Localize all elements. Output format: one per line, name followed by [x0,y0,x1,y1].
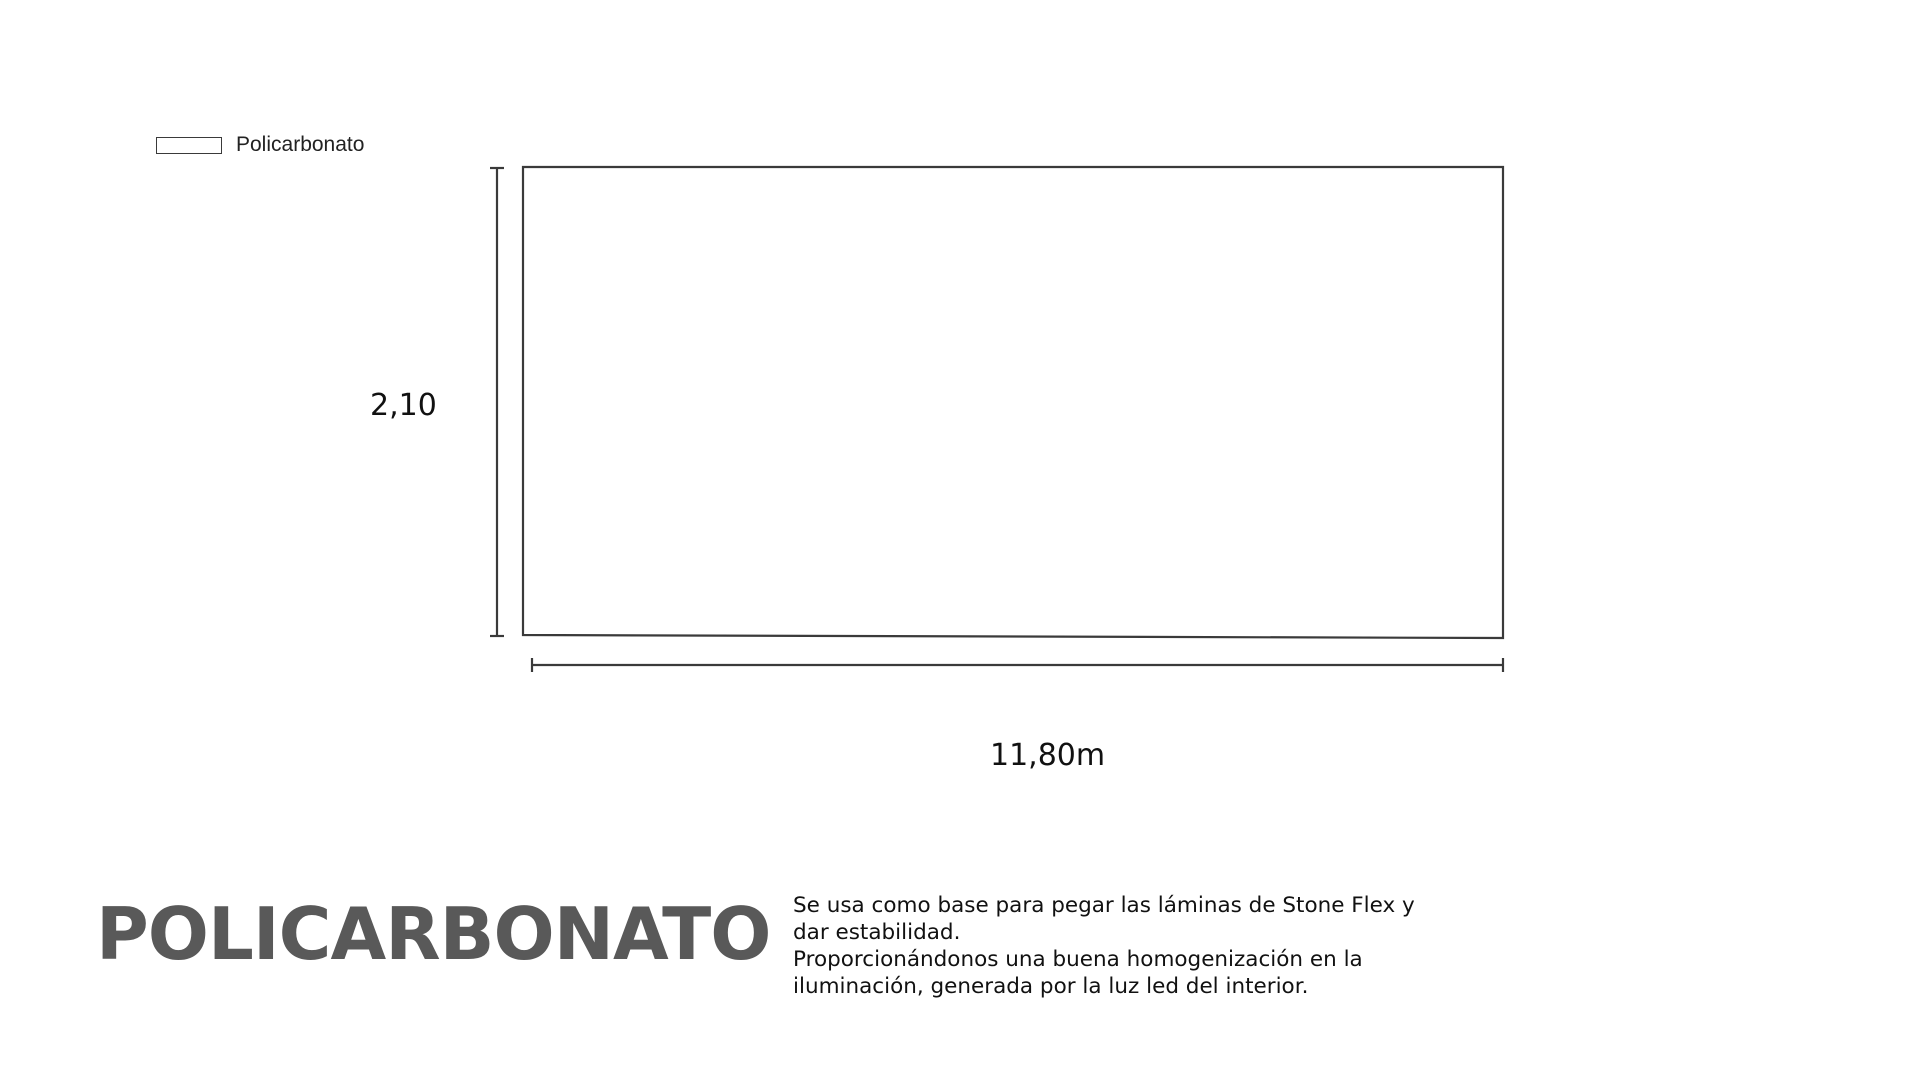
description-line-2: Proporcionándonos una buena homogenización en la iluminación, generada por la luz led del interior. [793,947,1363,999]
height-label: 2,10 [370,388,437,423]
width-label: 11,80m [990,738,1106,773]
legend-label: Policarbonato [236,133,365,156]
description [793,892,1433,1000]
description-line-1: Se usa como base para pegar las láminas de Stone Flex y dar estabilidad. [793,893,1415,945]
height-dimension-line [490,168,504,636]
page-title: POLICARBONATO [96,892,771,976]
width-dimension-line [532,658,1503,672]
panel-rectangle [523,167,1503,638]
